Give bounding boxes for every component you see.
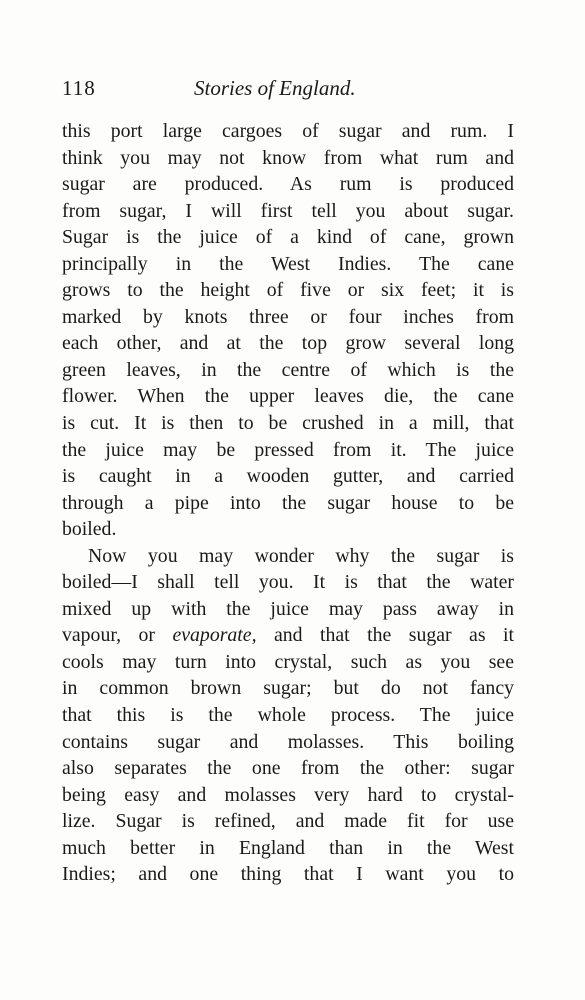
text-line: in common brown sugar; but do not fancy: [62, 677, 514, 700]
text-line: from sugar, I will first tell you about sugar.: [62, 199, 514, 222]
text-line: lize. Sugar is refined, and made fit for use: [62, 810, 514, 833]
running-title: Stories of England.: [194, 76, 356, 100]
text-line: sugar are produced. As rum is produced: [62, 173, 514, 196]
text-line: is cut. It is then to be crushed in a mill, that: [62, 412, 514, 435]
text-line: also separates the one from the other: sugar: [62, 757, 514, 780]
text-line: mixed up with the juice may pass away in: [62, 597, 514, 620]
text-line: Indies; and one thing that I want you to: [62, 863, 514, 886]
text-line: contains sugar and molasses. This boiling: [62, 730, 514, 753]
text-segment: and that the sugar as it: [256, 624, 514, 647]
text-line: Sugar is the juice of a kind of cane, grown: [62, 226, 514, 249]
text-line: through a pipe into the sugar house to be: [62, 491, 514, 514]
text-line: think you may not know from what rum and: [62, 146, 514, 169]
text-line: principally in the West Indies. The cane: [62, 252, 514, 275]
text-line: is caught in a wooden gutter, and carried: [62, 465, 514, 488]
text-line: this port large cargoes of sugar and rum. I: [62, 120, 514, 142]
text-segment: vapour, or: [62, 624, 173, 647]
body-text: [62, 118, 514, 888]
text-line: green leaves, in the centre of which is the: [62, 358, 514, 381]
text-line: being easy and molasses very hard to crystal-: [62, 783, 514, 806]
page-number: 118: [62, 76, 96, 100]
text-line: much better in England than in the West: [62, 836, 514, 859]
text-line: flower. When the upper leaves die, the cane: [62, 385, 514, 408]
text-line: each other, and at the top grow several long: [62, 332, 514, 355]
text-line: the juice may be pressed from it. The juice: [62, 438, 514, 461]
text-line-with-italic: [62, 622, 514, 649]
text-line: that this is the whole process. The juice: [62, 704, 514, 727]
page-header: [62, 76, 517, 106]
text-line: marked by knots three or four inches from: [62, 305, 514, 328]
text-line: grows to the height of five or six feet; it is: [62, 279, 514, 302]
text-line: boiled.: [62, 518, 117, 541]
text-line: cools may turn into crystal, such as you see: [62, 650, 514, 673]
italic-term: evaporate,: [172, 624, 257, 647]
paragraph-first-line: Now you may wonder why the sugar is: [88, 544, 514, 567]
text-line: boiled—I shall tell you. It is that the water: [62, 571, 514, 594]
